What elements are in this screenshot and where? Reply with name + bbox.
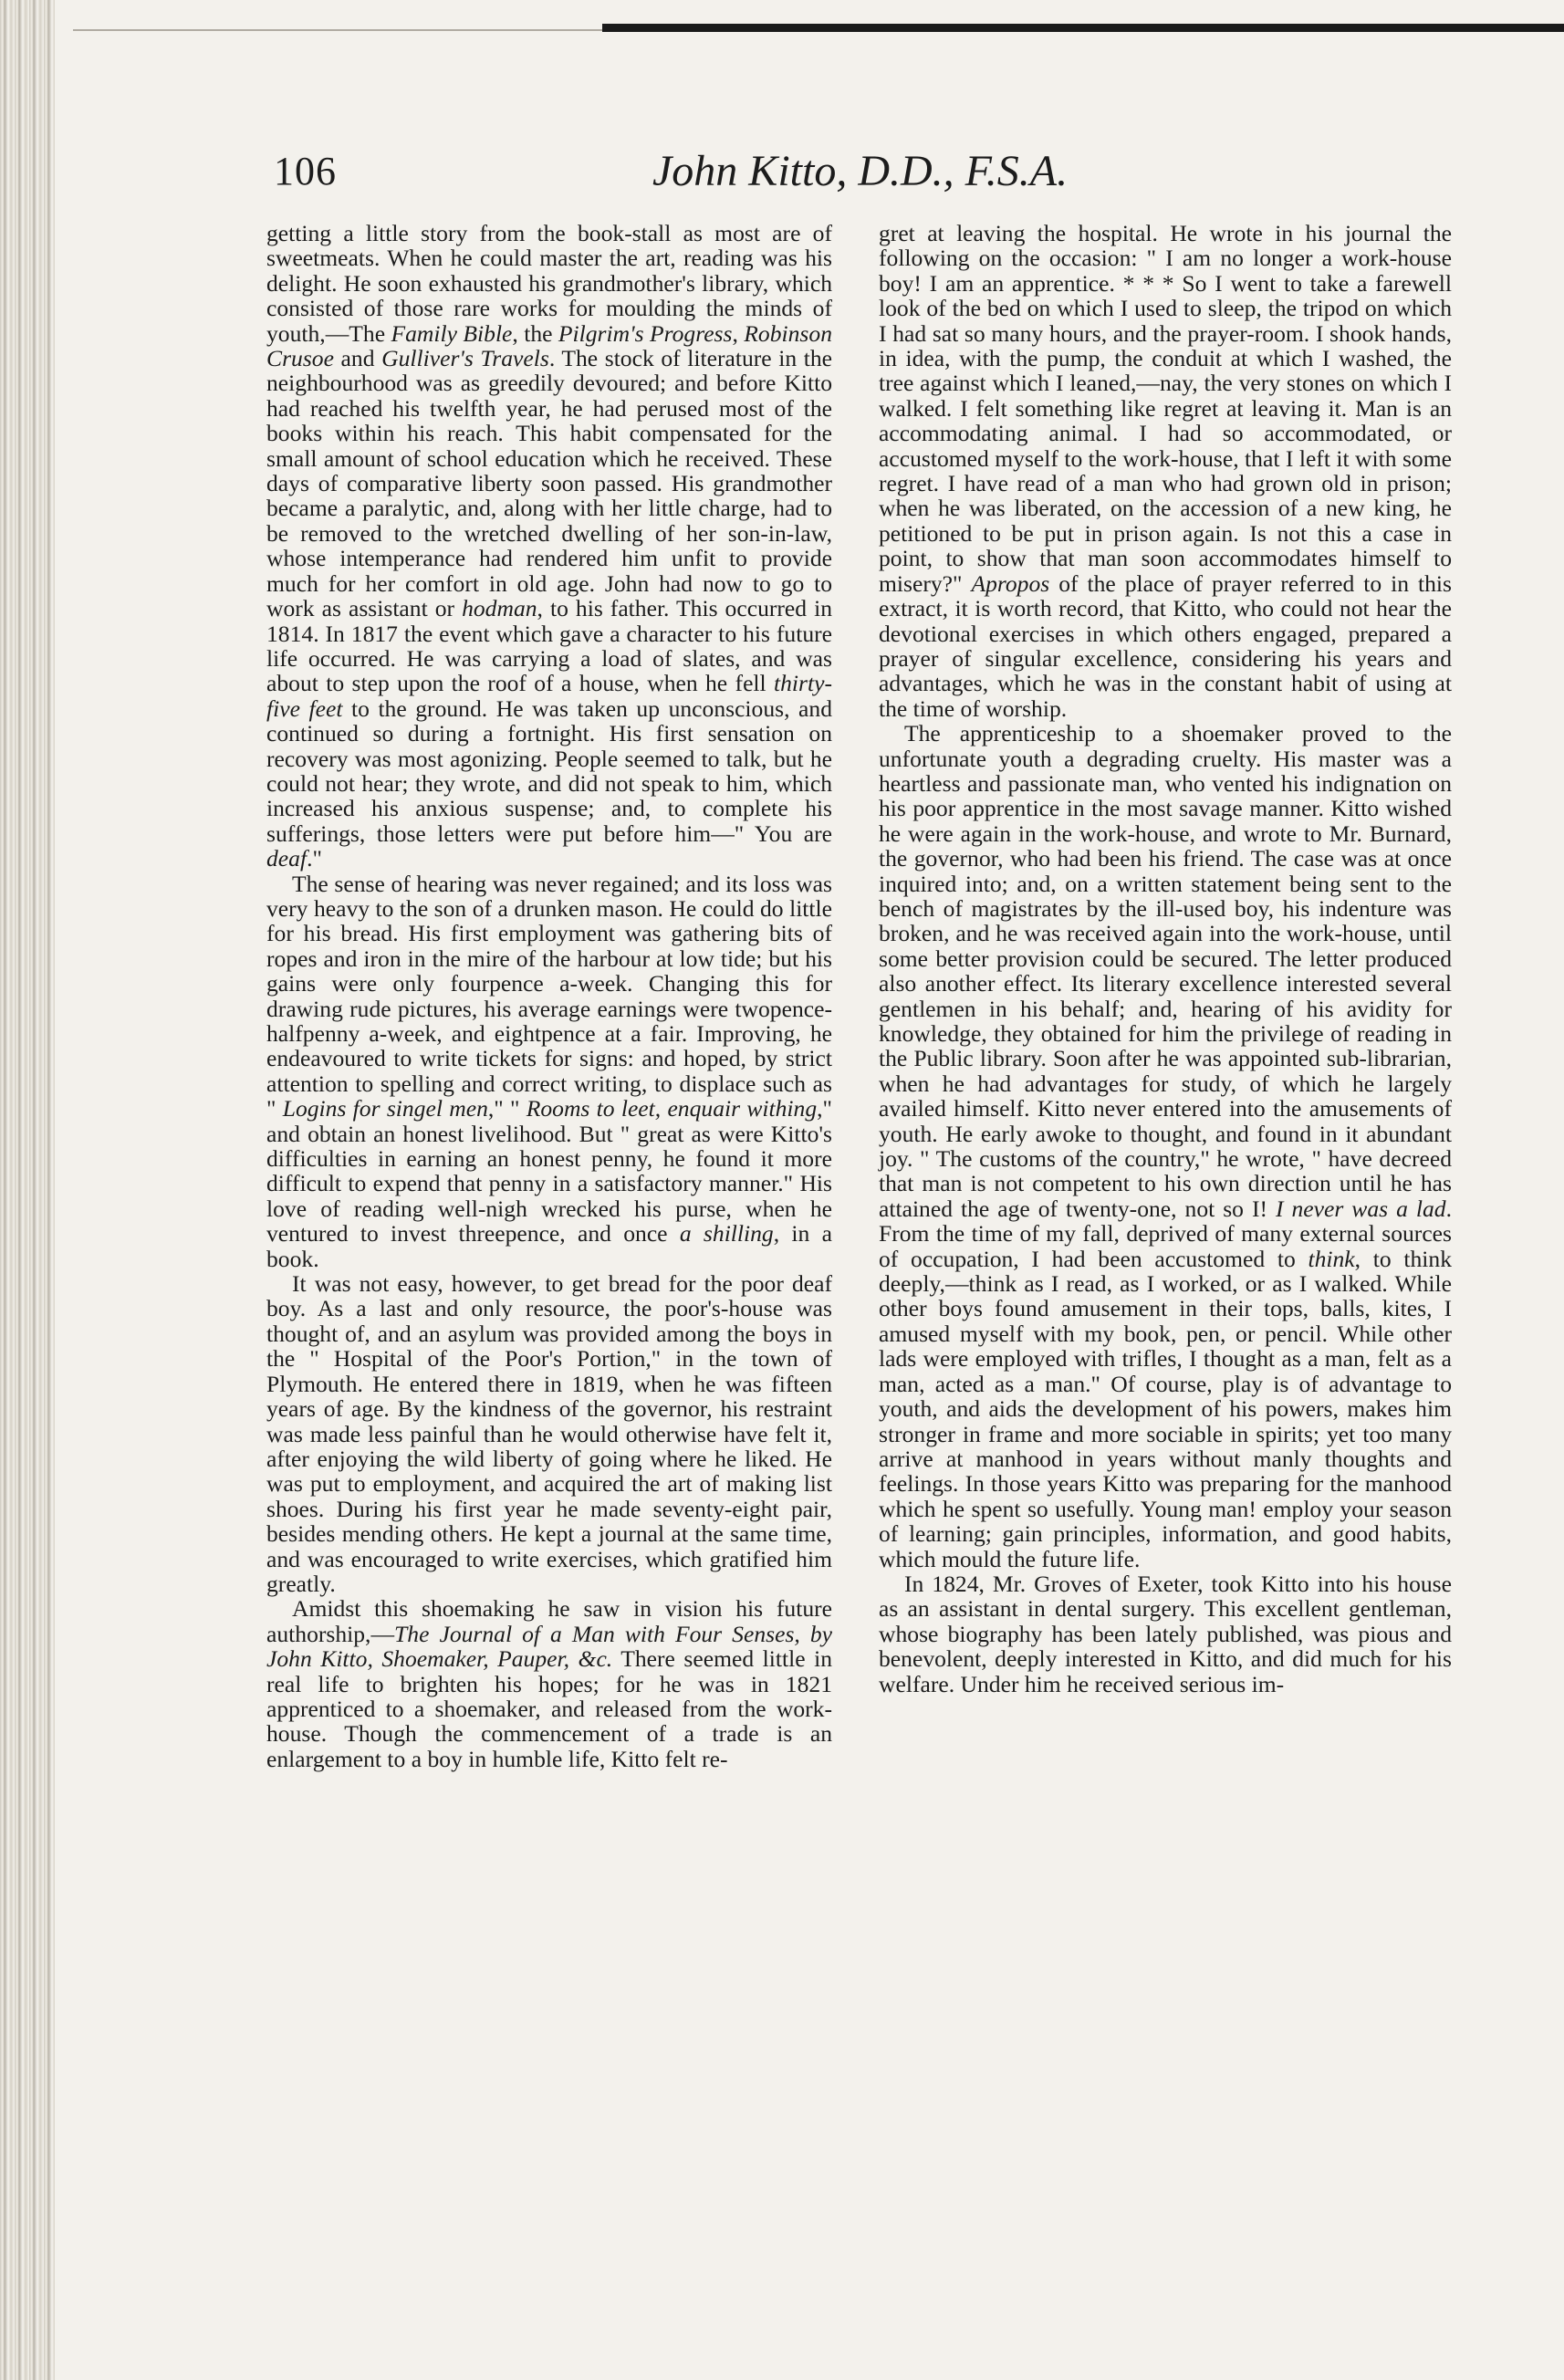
top-rule-thin [73,29,620,31]
paragraph: The apprenticeship to a shoemaker proved to the unfortunate youth a degrading cruelty. His master was a heartless and passionate man, who vented his indignation on his poor apprentice in the most savage manner. Kitto wished he were again in the work-house, and wrote to Mr. Burnard, the governor, who had been his friend. The case was at once inquired into; and, on a written statement being sent to the bench of magistrates by the ill-used boy, his indenture was broken, and he was received again into the work-house, until some better provision could be secured. The letter produced also another effect. Its literary excellence interested several gentlemen in his behalf; and, hearing of his avidity for knowledge, they obtained for him the privilege of reading in the Public library. Soon after he was appointed sub-librarian, when he had advantages for study, of which he largely availed himself. Kitto never entered into the amusements of youth. He early awoke to thought, and found in it abundant joy. " The customs of the country," he wrote, " have decreed that man is not competent to his own direction until he has attained the age of twenty-one, not so I! I never was a lad. From the time of my fall, deprived of many external sources of occupation, I had been accustomed to think, to think deeply,—think as I read, as I worked, or as I walked. While other boys found amusement in their tops, balls, kites, I amused myself with my book, pen, or pencil. While other lads were employed with trifles, I thought as a man, felt as a man, acted as a man." Of course, play is of advantage to youth, and aids the development of his powers, makes him stronger in frame and more sociable in spirits; yet too many arrive at manhood in years without manly thoughts and feelings. In those years Kitto was preparing for the manhood which he spent so usefully. Young man! employ your season of learning; gain principles, information, and good habits, which mould the future life. [879,720,1452,1572]
left-column [266,221,832,1771]
paragraph: In 1824, Mr. Groves of Exeter, took Kitto into his house as an assistant in dental surgery. This excellent gentleman, whose biography has been lately published, was pious and benevolent, deeply interested in Kitto, and did much for his welfare. Under him he received serious im- [879,1570,1452,1697]
paragraph: getting a little story from the book-stall as most are of sweetmeats. When he could master the art, reading was his delight. He soon exhausted his grandmother's library, which consisted of those rare works for moulding the minds of youth,—The Family Bible, the Pilgrim's Progress, Robinson Crusoe and Gulliver's Travels. The stock of literature in the neighbourhood was as greedily devoured; and before Kitto had reached his twelfth year, he had perused most of the books within his reach. This habit compensated for the small amount of school education which he received. These days of comparative liberty soon passed. His grandmother became a paralytic, and, along with her little charge, had to be removed to the wretched dwelling of her son-in-law, whose intemperance had rendered him unfit to provide much for her comfort in old age. John had now to go to work as assistant or hodman, to his father. This occurred in 1814. In 1817 the event which gave a character to his future life occurred. He was carrying a load of slates, and was about to step upon the roof of a house, when he fell thirty-five feet to the ground. He was taken up unconscious, and continued so during a fortnight. His first sensation on recovery was most agonizing. People seemed to talk, but he could not hear; they wrote, and did not speak to him, which increased his anxious suspense; and, to complete his sufferings, those letters were put before him—" You are deaf." [266,220,833,872]
paragraph: Amidst this shoemaking he saw in vision his future authorship,—The Journal of a Man with Four Senses, by John Kitto, Shoemaker, Pauper, &c. There seemed little in real life to brighten his hopes; for he was in 1821 apprenticed to a shoemaker, and released from the work-house. Though the commencement of a trade is an enlargement to a boy in humble life, Kitto felt re- [266,1595,832,1772]
paragraph: It was not easy, however, to get bread for the poor deaf boy. As a last and only resource, the poor's-house was thought of, and an asylum was provided among the boys in the " Hospital of the Poor's Portion," in the town of Plymouth. He entered there in 1819, when he was fifteen years of age. By the kindness of the governor, his restraint was made less painful than he would otherwise have felt it, after enjoying the wild liberty of going where he liked. He was put to employment, and acquired the art of making list shoes. During his first year he made seventy-eight pair, besides mending others. He kept a journal at the same time, and was encouraged to write exercises, which gratified him greatly. [266,1270,832,1597]
paragraph: gret at leaving the hospital. He wrote in his journal the following on the occasion: " I am no longer a work-house boy! I am an apprentice. * * * So I went to take a farewell look of the bed on which I used to sleep, the tripod on which I had sat so many hours, and the prayer-room. I shook hands, in idea, with the pump, the conduit at which I washed, the tree against which I leaned,—nay, the very stones on which I walked. I felt something like regret at leaving it. Man is an accommodating animal. I had so accommodated, or accustomed myself to the work-house, that I left it with some regret. I have read of a man who had grown old in prison; when he was liberated, on the accession of a new king, he petitioned to be put in prison again. Is not this a case in point, to show that man soon accommodates himself to misery?" Apropos of the place of prayer referred to in this extract, it is worth record, that Kitto, who could not hear the devotional exercises in which others engaged, prepared a prayer of singular excellence, considering his years and advantages, which he was in the constant habit of using at the time of worship. [879,220,1452,722]
running-head: John Kitto, D.D., F.S.A. [652,147,1069,195]
paragraph: The sense of hearing was never regained; and its loss was very heavy to the son of a drunken mason. He could do little for his bread. His first employment was gathering bits of ropes and iron in the mire of the harbour at low tide; but his gains were only fourpence a-week. Changing this for drawing rude pictures, his average earnings were twopence-halfpenny a-week, and eightpence at a fair. Improving, he endeavoured to write tickets for signs: and hoped, by strict attention to spelling and correct writing, to displace such as " Logins for singel men," " Rooms to leet, enquair withing," and obtain an honest livelihood. But " great as were Kitto's difficulties in earning an honest penny, he found it more difficult to expend that penny in a satisfactory manner." His love of reading well-nigh wrecked his purse, when he ventured to invest threepence, and once a shilling, in a book. [266,870,832,1272]
book-spine-edge [0,0,55,2380]
right-column [879,221,1452,1696]
top-rule [602,24,1564,32]
page-number: 106 [274,149,337,193]
